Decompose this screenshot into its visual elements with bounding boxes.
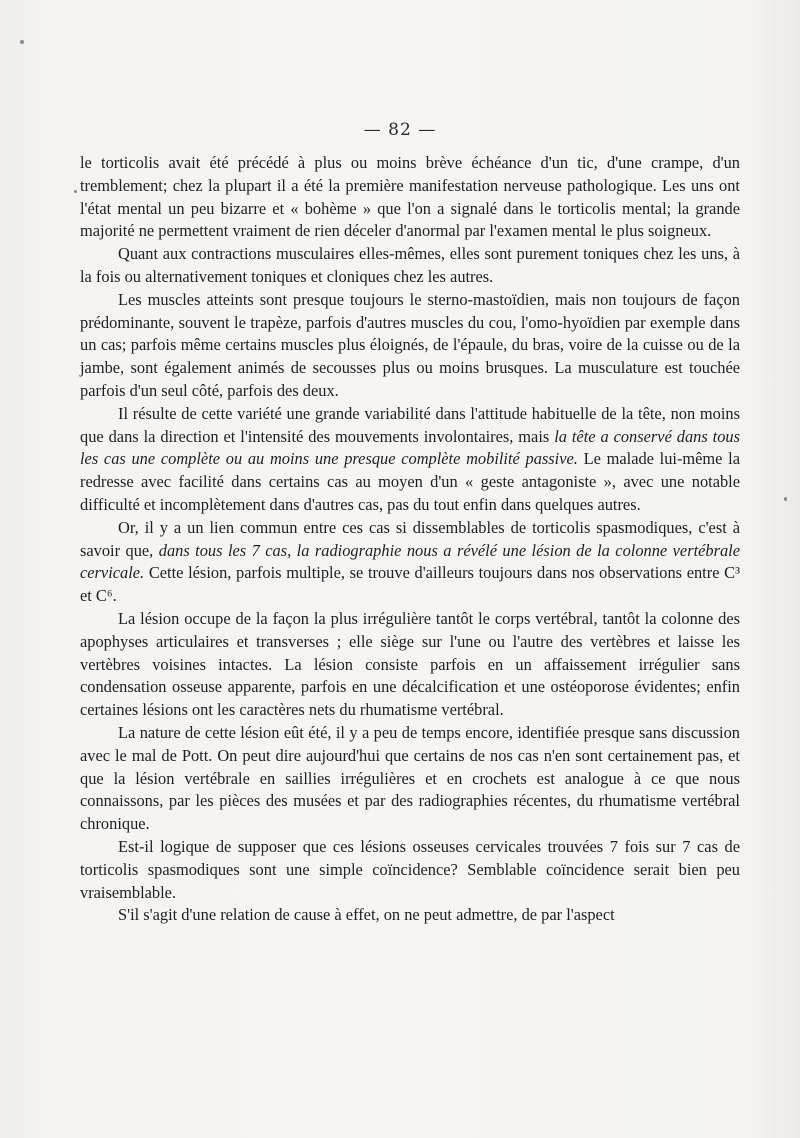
scan-speck — [74, 190, 77, 193]
paragraph-text: Quant aux contractions musculaires elles-mêmes, elles sont purement toniques chez les uns, à la fois ou alternativement toniques et cloniques chez les autres. — [80, 244, 740, 286]
paragraph-text: Il résulte de cette variété une grande variabilité dans l'attitude habituelle de la tête, non moins que dans la direction et l'intensité des mouvements involontaires, mais — [80, 403, 740, 446]
paragraph — [80, 904, 740, 927]
paragraph-text: Est-il logique de supposer que ces lésions osseuses cervicales trouvées 7 fois sur 7 cas de torticolis spasmodiques sont une simple coïncidence? Semblable coïncidence serait bien peu vraisemblable. — [80, 836, 740, 902]
body-text — [80, 152, 740, 927]
paragraph-text: S'il s'agit d'une relation de cause à effet, on ne peut admettre, de par l'aspect — [118, 905, 615, 925]
paragraph-text: Or, il y a un lien commun entre ces cas si dissemblables de torticolis spasmodiques, c'est à savoir que, — [80, 517, 740, 560]
paragraph — [80, 517, 740, 608]
scan-speck — [784, 497, 787, 501]
paragraph-text: Le malade lui-même la redresse avec facilité dans certains cas au moyen d'un « geste antagoniste », avec une notable difficulté et incomplètement dans d'autres cas, pas du tout enfin dans quelques autres. — [80, 449, 741, 514]
paragraph-text: La lésion occupe de la façon la plus irrégulière tantôt le corps vertébral, tantôt la colonne des apophyses articulaires et transverses ; elle siège sur l'une ou l'autre des vertèbres et laisse les vertèbres voisines intactes. La lésion consiste parfois en un affaissement irrégulier sans condensation osseuse apparente, parfois en une décalcification et une ostéoporose évidentes; enfin certaines lésions ont les caractères nets du rhumatisme vertébral. — [80, 608, 740, 720]
paragraph — [80, 289, 740, 403]
emphasized-text: la tête a conservé dans tous les cas une complète ou au moins une presque complète mobilité passive. — [80, 426, 740, 469]
paragraph-text: Cette lésion, parfois multiple, se trouve d'ailleurs toujours dans nos observations entre C³ et C⁶. — [80, 563, 740, 606]
scan-speck — [20, 40, 24, 44]
paragraph — [80, 608, 740, 722]
page-number: — 82 — — [363, 120, 437, 140]
paragraph-text: Les muscles atteints sont presque toujours le sterno-mastoïdien, mais non toujours de façon prédominante, souvent le trapèze, parfois d'autres muscles du cou, l'omo-hyoïdien par exemple dans un cas; parfois même certains muscles plus éloignés, de l'épaule, du bras, voire de la cuisse ou de la jambe, sont également animés de secousses plus ou moins brusques. La musculature est touchée parfois d'un seul côté, parfois des deux. — [80, 289, 740, 400]
paragraph — [80, 722, 740, 836]
emphasized-text: dans tous les 7 cas, la radiographie nous a révélé une lésion de la colonne vertébrale cervicale. — [80, 540, 741, 583]
paragraph — [80, 836, 740, 904]
paragraph — [80, 152, 740, 243]
paragraph — [80, 403, 740, 517]
paragraph-text: La nature de cette lésion eût été, il y a peu de temps encore, identifiée presque sans discussion avec le mal de Pott. On peut dire aujourd'hui que certains de nos cas n'en sont certainement pas, et que la lésion vertébrale en saillies irrégulières et en crochets est analogue à ce que nous connaissons, par les pièces des musées et par des radiographies récentes, du rhumatisme vertébral chronique. — [80, 722, 740, 834]
paragraph — [80, 243, 740, 289]
paragraph-text: le torticolis avait été précédé à plus ou moins brève échéance d'un tic, d'une crampe, d'un tremblement; chez la plupart il a été la première manifestation nerveuse pathologique. Les uns ont l'état mental un peu bizarre et « bohème » que l'on a signalé dans le torticolis mental; la grande majorité ne permettent vraiment de rien déceler d'anormal par l'examen mental le plus soigneux. — [80, 153, 740, 241]
